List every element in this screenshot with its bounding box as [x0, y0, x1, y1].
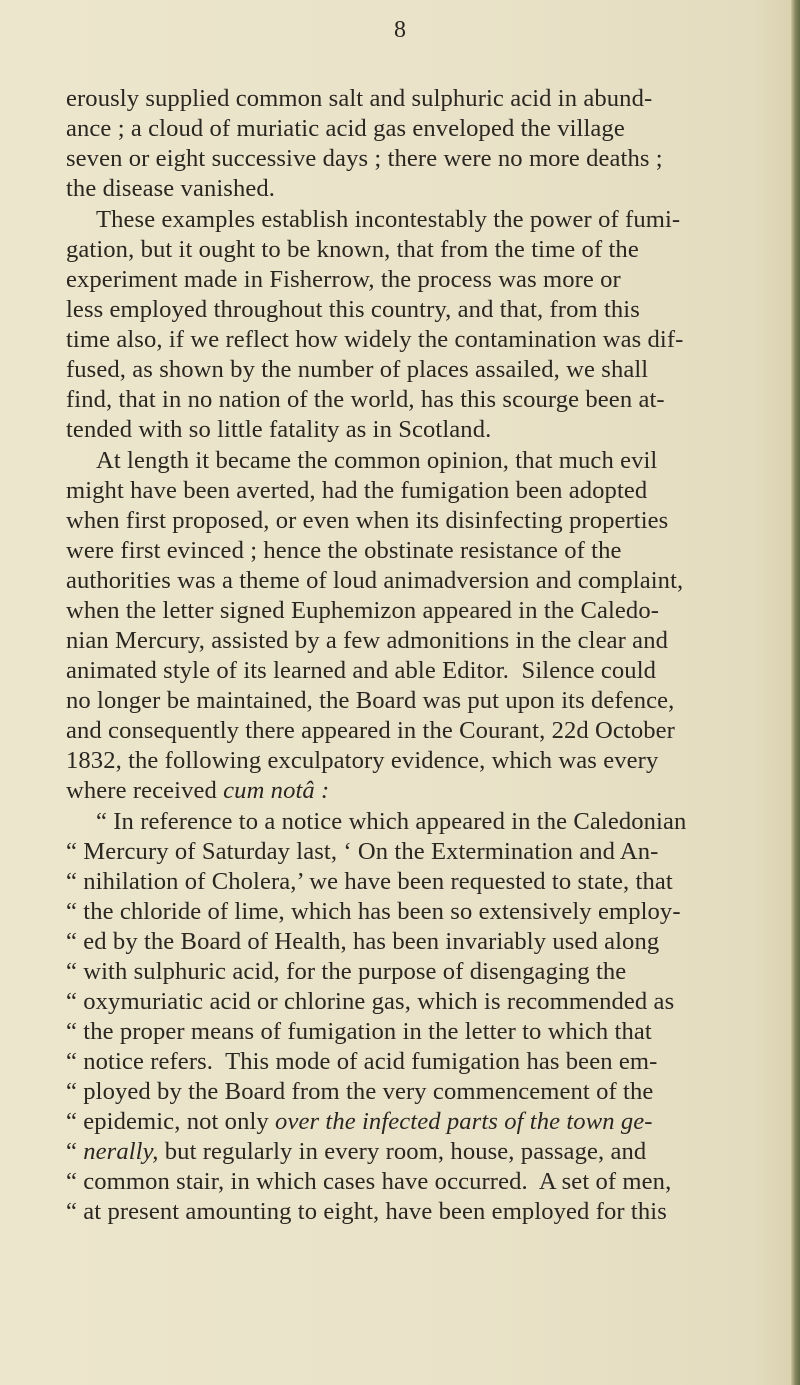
italic-text: over the infected parts of the town ge- [275, 1108, 653, 1135]
text-line: time also, if we reflect how widely the contamination was dif- [66, 326, 684, 353]
text-line: when the letter signed Euphemizon appeared in the Caledo- [66, 597, 660, 624]
text-line: These examples establish incontestably the power of fumi- [96, 206, 681, 233]
quote-line: “ nihilation of Cholera,’ we have been requested to state, that [66, 868, 673, 895]
text-line: the disease vanished. [66, 175, 276, 202]
text-line: seven or eight successive days ; there were no more deaths ; [66, 145, 663, 172]
text-line: fused, as shown by the number of places assailed, we shall [66, 356, 649, 383]
text-line [66, 776, 329, 806]
page-number: 8 [394, 17, 406, 43]
text-line: and consequently there appeared in the Courant, 22d October [66, 717, 675, 744]
text-line: tended with so little fatality as in Scotland. [66, 416, 492, 443]
text-run: where received [66, 777, 224, 804]
text-line: At length it became the common opinion, that much evil [96, 447, 658, 474]
text-line: less employed throughout this country, and that, from this [66, 296, 640, 323]
quote-line: “ oxymuriatic acid or chlorine gas, which is recommended as [66, 988, 675, 1015]
text-run: but regularly in every room, house, passage, and [158, 1138, 647, 1165]
quote-line: “ the proper means of fumigation in the letter to which that [66, 1018, 652, 1045]
quote-line [66, 1107, 653, 1137]
text-line: erously supplied common salt and sulphuric acid in abund- [66, 85, 653, 112]
italic-text: cum notâ : [223, 777, 330, 804]
text-line: nian Mercury, assisted by a few admonitions in the clear and [66, 627, 668, 654]
text-line: authorities was a theme of loud animadversion and complaint, [66, 567, 684, 594]
text-line: gation, but it ought to be known, that from the time of the [66, 236, 639, 263]
quote-line: “ notice refers. This mode of acid fumigation has been em- [66, 1048, 658, 1075]
quote-line [66, 1137, 646, 1167]
text-line: animated style of its learned and able Editor. Silence could [66, 657, 657, 684]
text-line: when first proposed, or even when its disinfecting properties [66, 507, 669, 534]
quote-line: “ ed by the Board of Health, has been invariably used along [66, 928, 660, 955]
text-line: 1832, the following exculpatory evidence, which was every [66, 747, 659, 774]
quote-line: “ with sulphuric acid, for the purpose of disengaging the [66, 958, 627, 985]
quote-line: “ the chloride of lime, which has been so extensively employ- [66, 898, 681, 925]
text-run: “ [66, 1138, 84, 1165]
quote-line: “ common stair, in which cases have occurred. A set of men, [66, 1168, 672, 1195]
text-line: experiment made in Fisherrow, the process was more or [66, 266, 621, 293]
quote-line: “ In reference to a notice which appeared in the Caledonian [96, 808, 687, 835]
text-line: might have been averted, had the fumigation been adopted [66, 477, 648, 504]
quote-line: “ at present amounting to eight, have been employed for this [66, 1198, 667, 1225]
text-line: find, that in no nation of the world, has this scourge been at- [66, 386, 665, 413]
text-run: “ epidemic, not only [66, 1108, 276, 1135]
text-line: were first evinced ; hence the obstinate resistance of the [66, 537, 622, 564]
quote-line: “ Mercury of Saturday last, ‘ On the Extermination and An- [66, 838, 659, 865]
page-edge [791, 0, 800, 1385]
text-line: ance ; a cloud of muriatic acid gas enveloped the village [66, 115, 625, 142]
quote-line: “ ployed by the Board from the very commencement of the [66, 1078, 654, 1105]
text-line: no longer be maintained, the Board was put upon its defence, [66, 687, 675, 714]
italic-text: nerally, [83, 1138, 159, 1165]
